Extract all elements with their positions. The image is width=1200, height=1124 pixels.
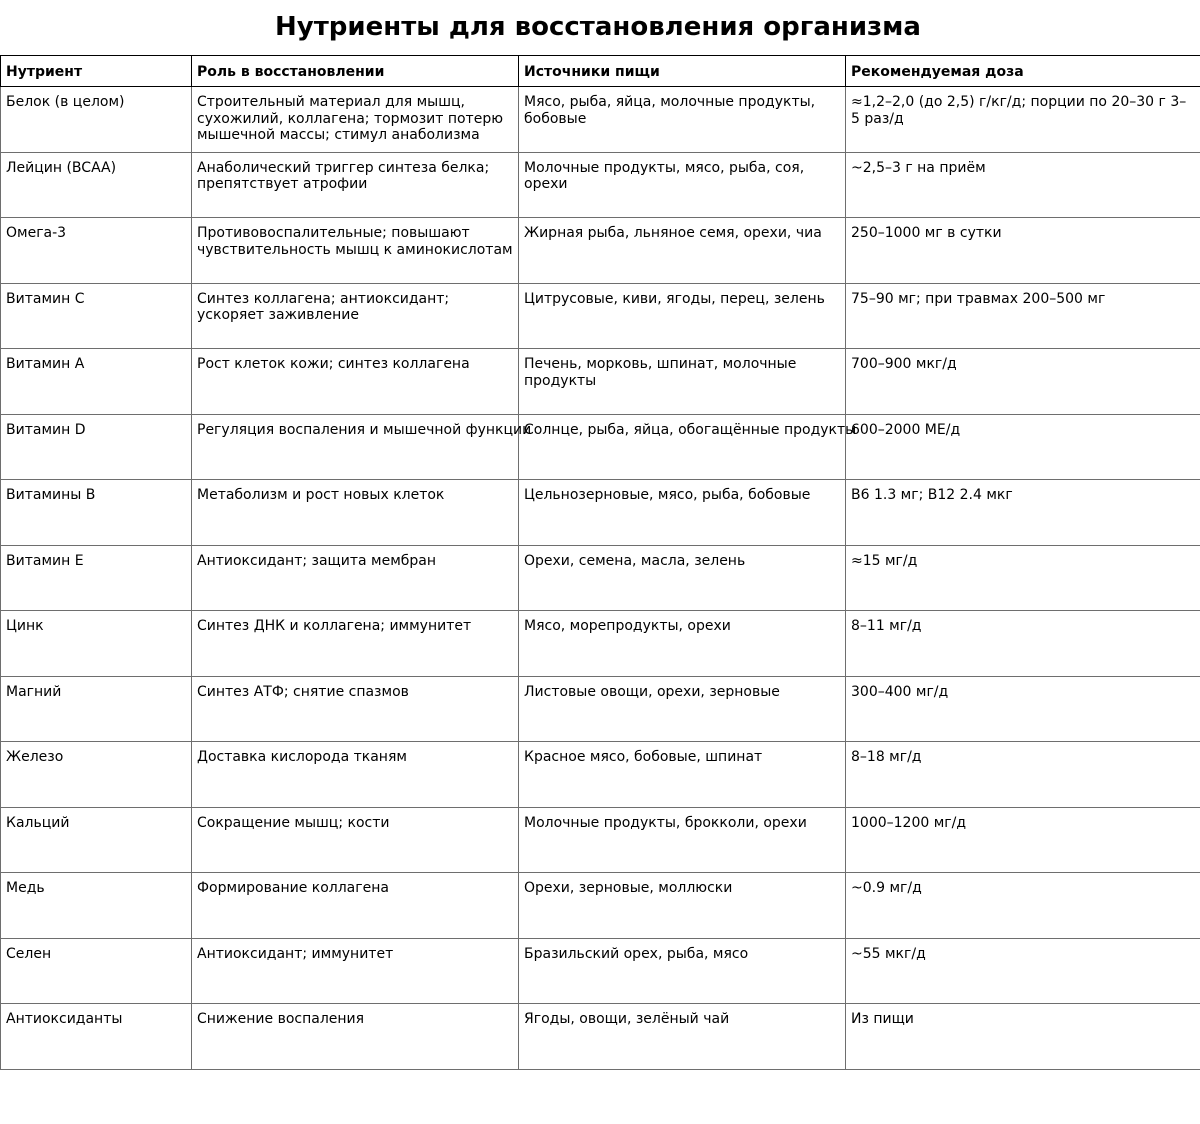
cell-nutrient: Лейцин (BCAA) [1, 152, 192, 218]
cell-food-sources: Молочные продукты, брокколи, орехи [519, 807, 846, 873]
cell-food-sources: Мясо, морепродукты, орехи [519, 611, 846, 677]
table-row [1, 676, 1200, 742]
cell-recommended-dose: 1000–1200 мг/д [846, 807, 1200, 873]
table-row [1, 873, 1200, 939]
cell-nutrient: Железо [1, 742, 192, 808]
cell-role: Синтез коллагена; антиоксидант; ускоряет заживление [192, 283, 519, 349]
cell-food-sources: Ягоды, овощи, зелёный чай [519, 1004, 846, 1070]
header-recommended-dose: Рекомендуемая доза [846, 56, 1200, 87]
cell-recommended-dose: ≈15 мг/д [846, 545, 1200, 611]
cell-recommended-dose: 8–11 мг/д [846, 611, 1200, 677]
cell-nutrient: Белок (в целом) [1, 87, 192, 153]
page-title: Нутриенты для восстановления организма [275, 12, 921, 42]
cell-nutrient: Медь [1, 873, 192, 939]
cell-recommended-dose: ~55 мкг/д [846, 938, 1200, 1004]
cell-nutrient: Антиоксиданты [1, 1004, 192, 1070]
cell-nutrient: Омега-3 [1, 218, 192, 284]
cell-recommended-dose: B6 1.3 мг; B12 2.4 мкг [846, 480, 1200, 546]
cell-food-sources: Печень, морковь, шпинат, молочные продукты [519, 349, 846, 415]
cell-recommended-dose: 75–90 мг; при травмах 200–500 мг [846, 283, 1200, 349]
cell-recommended-dose: 300–400 мг/д [846, 676, 1200, 742]
cell-nutrient: Магний [1, 676, 192, 742]
cell-nutrient: Кальций [1, 807, 192, 873]
cell-food-sources: Жирная рыба, льняное семя, орехи, чиа [519, 218, 846, 284]
cell-food-sources: Мясо, рыба, яйца, молочные продукты, бобовые [519, 87, 846, 153]
cell-nutrient: Витамин E [1, 545, 192, 611]
table-row [1, 480, 1200, 546]
cell-role: Снижение воспаления [192, 1004, 519, 1070]
cell-role: Антиоксидант; защита мембран [192, 545, 519, 611]
table-row [1, 87, 1200, 153]
header-food-sources: Источники пищи [519, 56, 846, 87]
cell-role: Метаболизм и рост новых клеток [192, 480, 519, 546]
cell-role: Синтез АТФ; снятие спазмов [192, 676, 519, 742]
cell-nutrient: Цинк [1, 611, 192, 677]
cell-role: Сокращение мышц; кости [192, 807, 519, 873]
cell-role: Рост клеток кожи; синтез коллагена [192, 349, 519, 415]
cell-role: Синтез ДНК и коллагена; иммунитет [192, 611, 519, 677]
table-row [1, 218, 1200, 284]
cell-food-sources: Цитрусовые, киви, ягоды, перец, зелень [519, 283, 846, 349]
cell-role: Формирование коллагена [192, 873, 519, 939]
table-header-row [1, 56, 1200, 87]
cell-recommended-dose: ≈1,2–2,0 (до 2,5) г/кг/д; порции по 20–30 г 3–5 раз/д [846, 87, 1200, 153]
cell-nutrient: Селен [1, 938, 192, 1004]
table-row [1, 1004, 1200, 1070]
cell-recommended-dose: Из пищи [846, 1004, 1200, 1070]
cell-recommended-dose: 700–900 мкг/д [846, 349, 1200, 415]
cell-recommended-dose: 600–2000 МЕ/д [846, 414, 1200, 480]
cell-nutrient: Витамины B [1, 480, 192, 546]
cell-food-sources: Солнце, рыба, яйца, обогащённые продукты [519, 414, 846, 480]
cell-food-sources: Молочные продукты, мясо, рыба, соя, орехи [519, 152, 846, 218]
cell-food-sources: Бразильский орех, рыба, мясо [519, 938, 846, 1004]
table-row [1, 414, 1200, 480]
table-row [1, 611, 1200, 677]
table-row [1, 283, 1200, 349]
header-role: Роль в восстановлении [192, 56, 519, 87]
cell-food-sources: Листовые овощи, орехи, зерновые [519, 676, 846, 742]
cell-role: Антиоксидант; иммунитет [192, 938, 519, 1004]
table-row [1, 152, 1200, 218]
cell-food-sources: Орехи, зерновые, моллюски [519, 873, 846, 939]
cell-nutrient: Витамин C [1, 283, 192, 349]
cell-nutrient: Витамин D [1, 414, 192, 480]
cell-food-sources: Орехи, семена, масла, зелень [519, 545, 846, 611]
cell-recommended-dose: ~0.9 мг/д [846, 873, 1200, 939]
cell-food-sources: Цельнозерновые, мясо, рыба, бобовые [519, 480, 846, 546]
table-row [1, 349, 1200, 415]
table-row [1, 742, 1200, 808]
table-row [1, 545, 1200, 611]
cell-role: Анаболический триггер синтеза белка; препятствует атрофии [192, 152, 519, 218]
table-row [1, 938, 1200, 1004]
cell-recommended-dose: 250–1000 мг в сутки [846, 218, 1200, 284]
cell-role: Регуляция воспаления и мышечной функции [192, 414, 519, 480]
table-row [1, 807, 1200, 873]
cell-role: Доставка кислорода тканям [192, 742, 519, 808]
cell-recommended-dose: ~2,5–3 г на приём [846, 152, 1200, 218]
cell-nutrient: Витамин A [1, 349, 192, 415]
cell-food-sources: Красное мясо, бобовые, шпинат [519, 742, 846, 808]
header-nutrient: Нутриент [1, 56, 192, 87]
nutrient-table [0, 55, 1200, 1070]
cell-recommended-dose: 8–18 мг/д [846, 742, 1200, 808]
cell-role: Противовоспалительные; повышают чувствительность мышц к аминокислотам [192, 218, 519, 284]
cell-role: Строительный материал для мышц, сухожилий, коллагена; тормозит потерю мышечной массы; стимул анаболизма [192, 87, 519, 153]
